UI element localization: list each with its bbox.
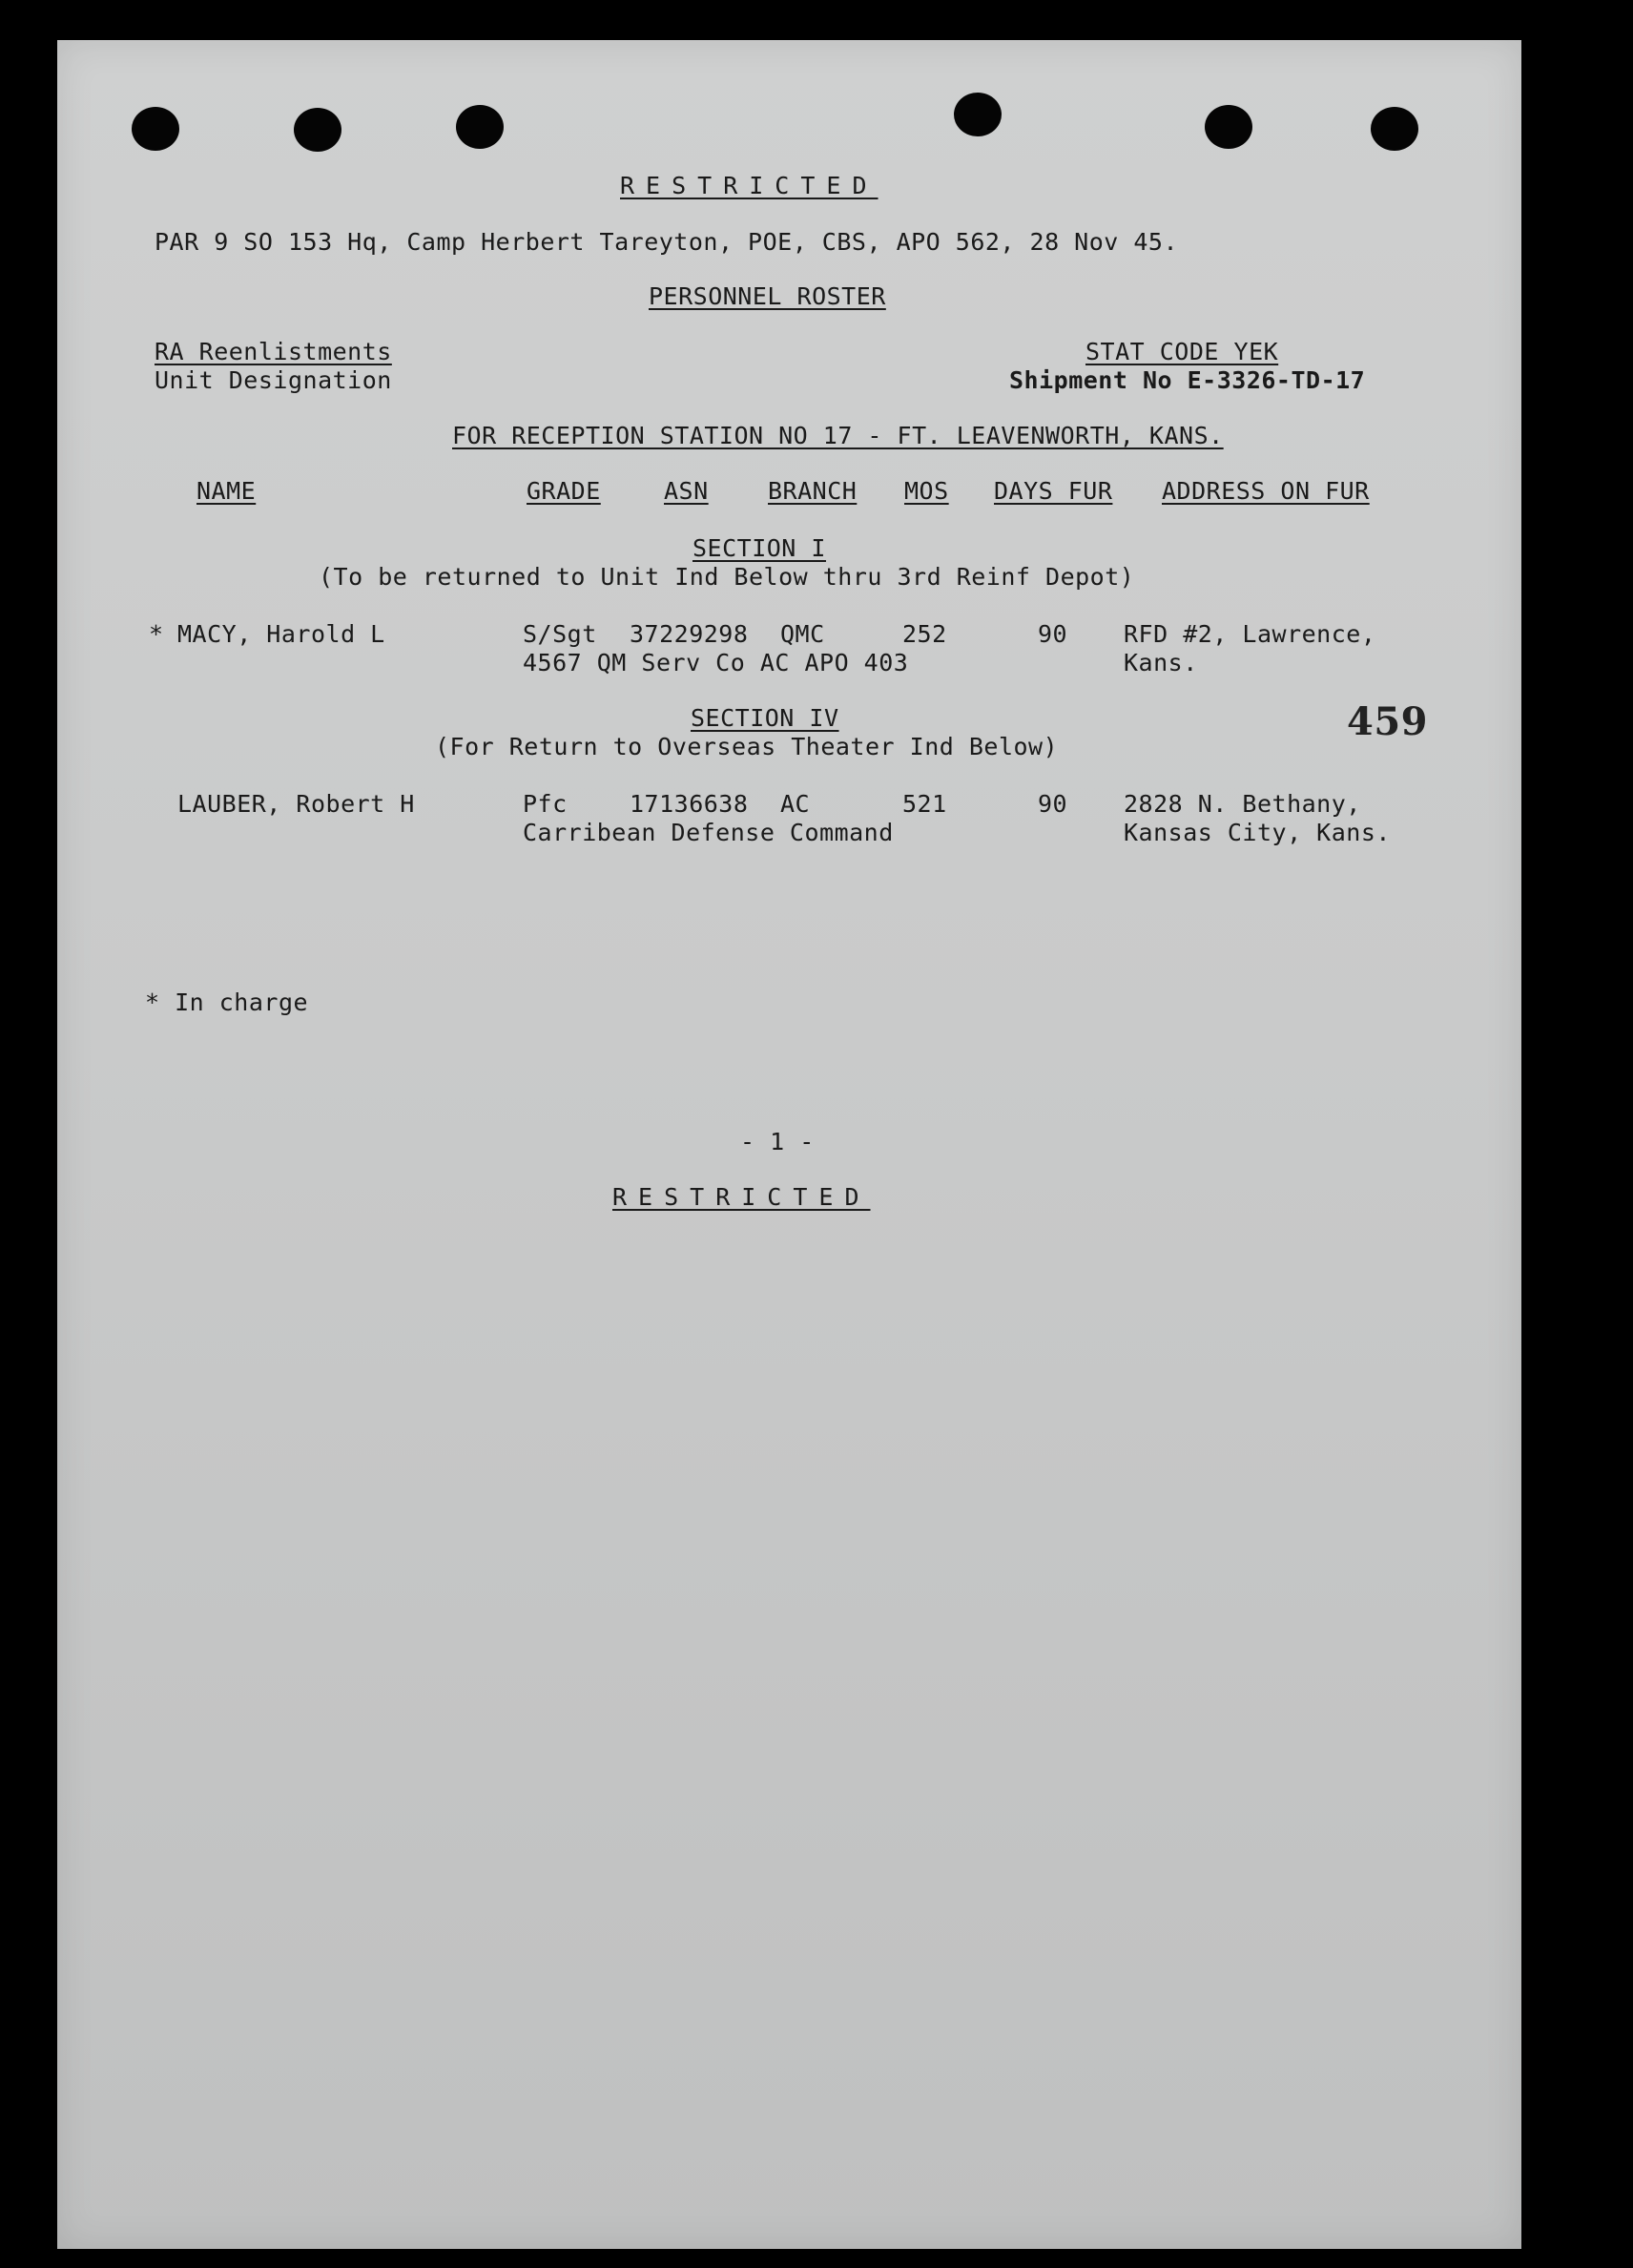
col-address: ADDRESS ON FUR <box>1162 477 1370 505</box>
section-subtitle: (For Return to Overseas Theater Ind Below) <box>435 733 1059 760</box>
col-branch: BRANCH <box>768 477 858 505</box>
entry-days: 90 <box>1038 790 1068 818</box>
destination: FOR RECEPTION STATION NO 17 - FT. LEAVENWORTH, KANS. <box>452 422 1224 449</box>
punch-hole <box>1371 107 1418 151</box>
stamp-number: 459 <box>1347 699 1428 744</box>
punch-hole <box>132 107 179 151</box>
footnote: * In charge <box>145 988 309 1016</box>
classification-bottom: RESTRICTED <box>612 1183 871 1211</box>
entry-grade: Pfc <box>523 790 568 818</box>
entry-days: 90 <box>1038 620 1068 648</box>
order-line: PAR 9 SO 153 Hq, Camp Herbert Tareyton, POE, CBS, APO 562, 28 Nov 45. <box>155 228 1179 256</box>
entry-unit: Carribean Defense Command <box>523 819 894 846</box>
punch-hole <box>294 108 341 152</box>
entry-unit: 4567 QM Serv Co AC APO 403 <box>523 649 909 676</box>
entry-asn: 17136638 <box>630 790 749 818</box>
section-title: SECTION I <box>692 534 826 562</box>
unit-label: Unit Designation <box>155 366 392 394</box>
punch-hole <box>456 105 504 149</box>
entry-grade: S/Sgt <box>523 620 597 648</box>
entry-branch: AC <box>780 790 811 818</box>
shipment-number: Shipment No E-3326-TD-17 <box>1009 366 1366 394</box>
document-page <box>57 40 1521 2249</box>
col-mos: MOS <box>904 477 949 505</box>
entry-name: MACY, Harold L <box>177 620 385 648</box>
entry-address-1: RFD #2, Lawrence, <box>1124 620 1376 648</box>
col-days-fur: DAYS FUR <box>994 477 1113 505</box>
entry-branch: QMC <box>780 620 825 648</box>
unit-value: RA Reenlistments <box>155 338 392 365</box>
entry-address-1: 2828 N. Bethany, <box>1124 790 1361 818</box>
classification-top: RESTRICTED <box>620 172 879 199</box>
page-number: - 1 - <box>740 1128 815 1155</box>
punch-hole <box>954 93 1002 136</box>
stat-code: STAT CODE YEK <box>1085 338 1279 365</box>
col-asn: ASN <box>664 477 709 505</box>
entry-address-2: Kans. <box>1124 649 1198 676</box>
col-name: NAME <box>196 477 257 505</box>
entry-mos: 521 <box>902 790 947 818</box>
entry-address-2: Kansas City, Kans. <box>1124 819 1391 846</box>
entry-asn: 37229298 <box>630 620 749 648</box>
entry-name: LAUBER, Robert H <box>177 790 415 818</box>
section-subtitle: (To be returned to Unit Ind Below thru 3rd Reinf Depot) <box>319 563 1135 591</box>
entry-mos: 252 <box>902 620 947 648</box>
section-title: SECTION IV <box>691 704 839 732</box>
entry-marker: * <box>149 620 164 648</box>
punch-hole <box>1205 105 1252 149</box>
col-grade: GRADE <box>527 477 601 505</box>
roster-title: PERSONNEL ROSTER <box>649 282 886 310</box>
